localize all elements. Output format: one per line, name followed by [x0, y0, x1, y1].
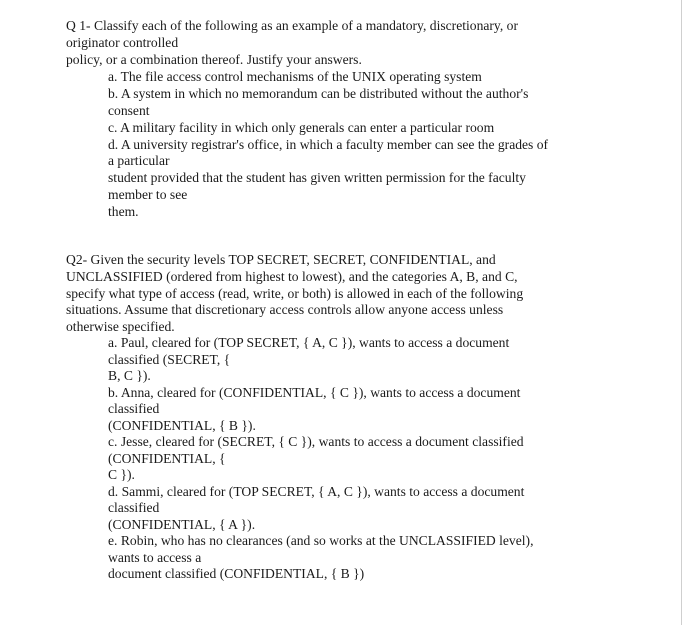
q2-item-c-line-1: c. Jesse, cleared for (SECRET, { C }), wants to access a document classified	[108, 434, 524, 449]
q1-heading-line-3: policy, or a combination thereof. Justify your answers.	[66, 52, 362, 67]
q2-item-a-line-3: B, C }).	[108, 368, 151, 383]
q1-item-b-line-2: consent	[108, 103, 150, 118]
q1-heading-line-2: originator controlled	[66, 35, 179, 50]
q2-heading-line-1: Q2- Given the security levels TOP SECRET, SECRET, CONFIDENTIAL, and	[66, 252, 496, 267]
q1-item-a: a. The file access control mechanisms of the UNIX operating system	[108, 69, 482, 84]
q2-item-e-line-2: wants to access a	[108, 550, 202, 565]
q1-item-d-line-3: student provided that the student has given written permission for the faculty	[108, 170, 526, 185]
q2-item-c-line-2: (CONFIDENTIAL, {	[108, 451, 226, 466]
q2-item-a-line-2: classified (SECRET, {	[108, 352, 231, 367]
q1-item-b-line-1: b. A system in which no memorandum can be distributed without the author's	[108, 86, 529, 101]
q2-item-b-line-2: classified	[108, 401, 160, 416]
q2-heading-line-4: situations. Assume that discretionary access controls allow anyone access unless	[66, 302, 504, 317]
q2-heading-line-3: specify what type of access (read, write, or both) is allowed in each of the following	[66, 286, 524, 301]
q2-item-d-line-2: classified	[108, 500, 160, 515]
q1-item-d-line-1: d. A university registrar's office, in which a faculty member can see the grades of	[108, 137, 549, 152]
q2-item-a-line-1: a. Paul, cleared for (TOP SECRET, { A, C }), wants to access a document	[108, 335, 510, 350]
q2-item-b-line-3: (CONFIDENTIAL, { B }).	[108, 418, 256, 433]
q2-item-e-line-3: document classified (CONFIDENTIAL, { B })	[108, 566, 365, 581]
q1-item-d-line-4: member to see	[108, 187, 188, 202]
q2-item-d-line-1: d. Sammi, cleared for (TOP SECRET, { A, C }), wants to access a document	[108, 484, 525, 499]
q1-item-d-line-5: them.	[108, 204, 139, 219]
q2-item-e-line-1: e. Robin, who has no clearances (and so works at the UNCLASSIFIED level),	[108, 533, 534, 548]
q1-heading-line-1: Q 1- Classify each of the following as an example of a mandatory, discretionary, or	[66, 18, 518, 33]
q1-item-d-line-2: a particular	[108, 153, 170, 168]
q2-item-c-line-3: C }).	[108, 467, 135, 482]
page-edge-divider	[681, 0, 682, 625]
q2-heading-line-5: otherwise specified.	[66, 319, 175, 334]
q2-item-b-line-1: b. Anna, cleared for (CONFIDENTIAL, { C }), wants to access a document	[108, 385, 521, 400]
q2-item-d-line-3: (CONFIDENTIAL, { A }).	[108, 517, 256, 532]
q2-heading-line-2: UNCLASSIFIED (ordered from highest to lowest), and the categories A, B, and C,	[66, 269, 518, 284]
q1-item-c: c. A military facility in which only generals can enter a particular room	[108, 120, 495, 135]
